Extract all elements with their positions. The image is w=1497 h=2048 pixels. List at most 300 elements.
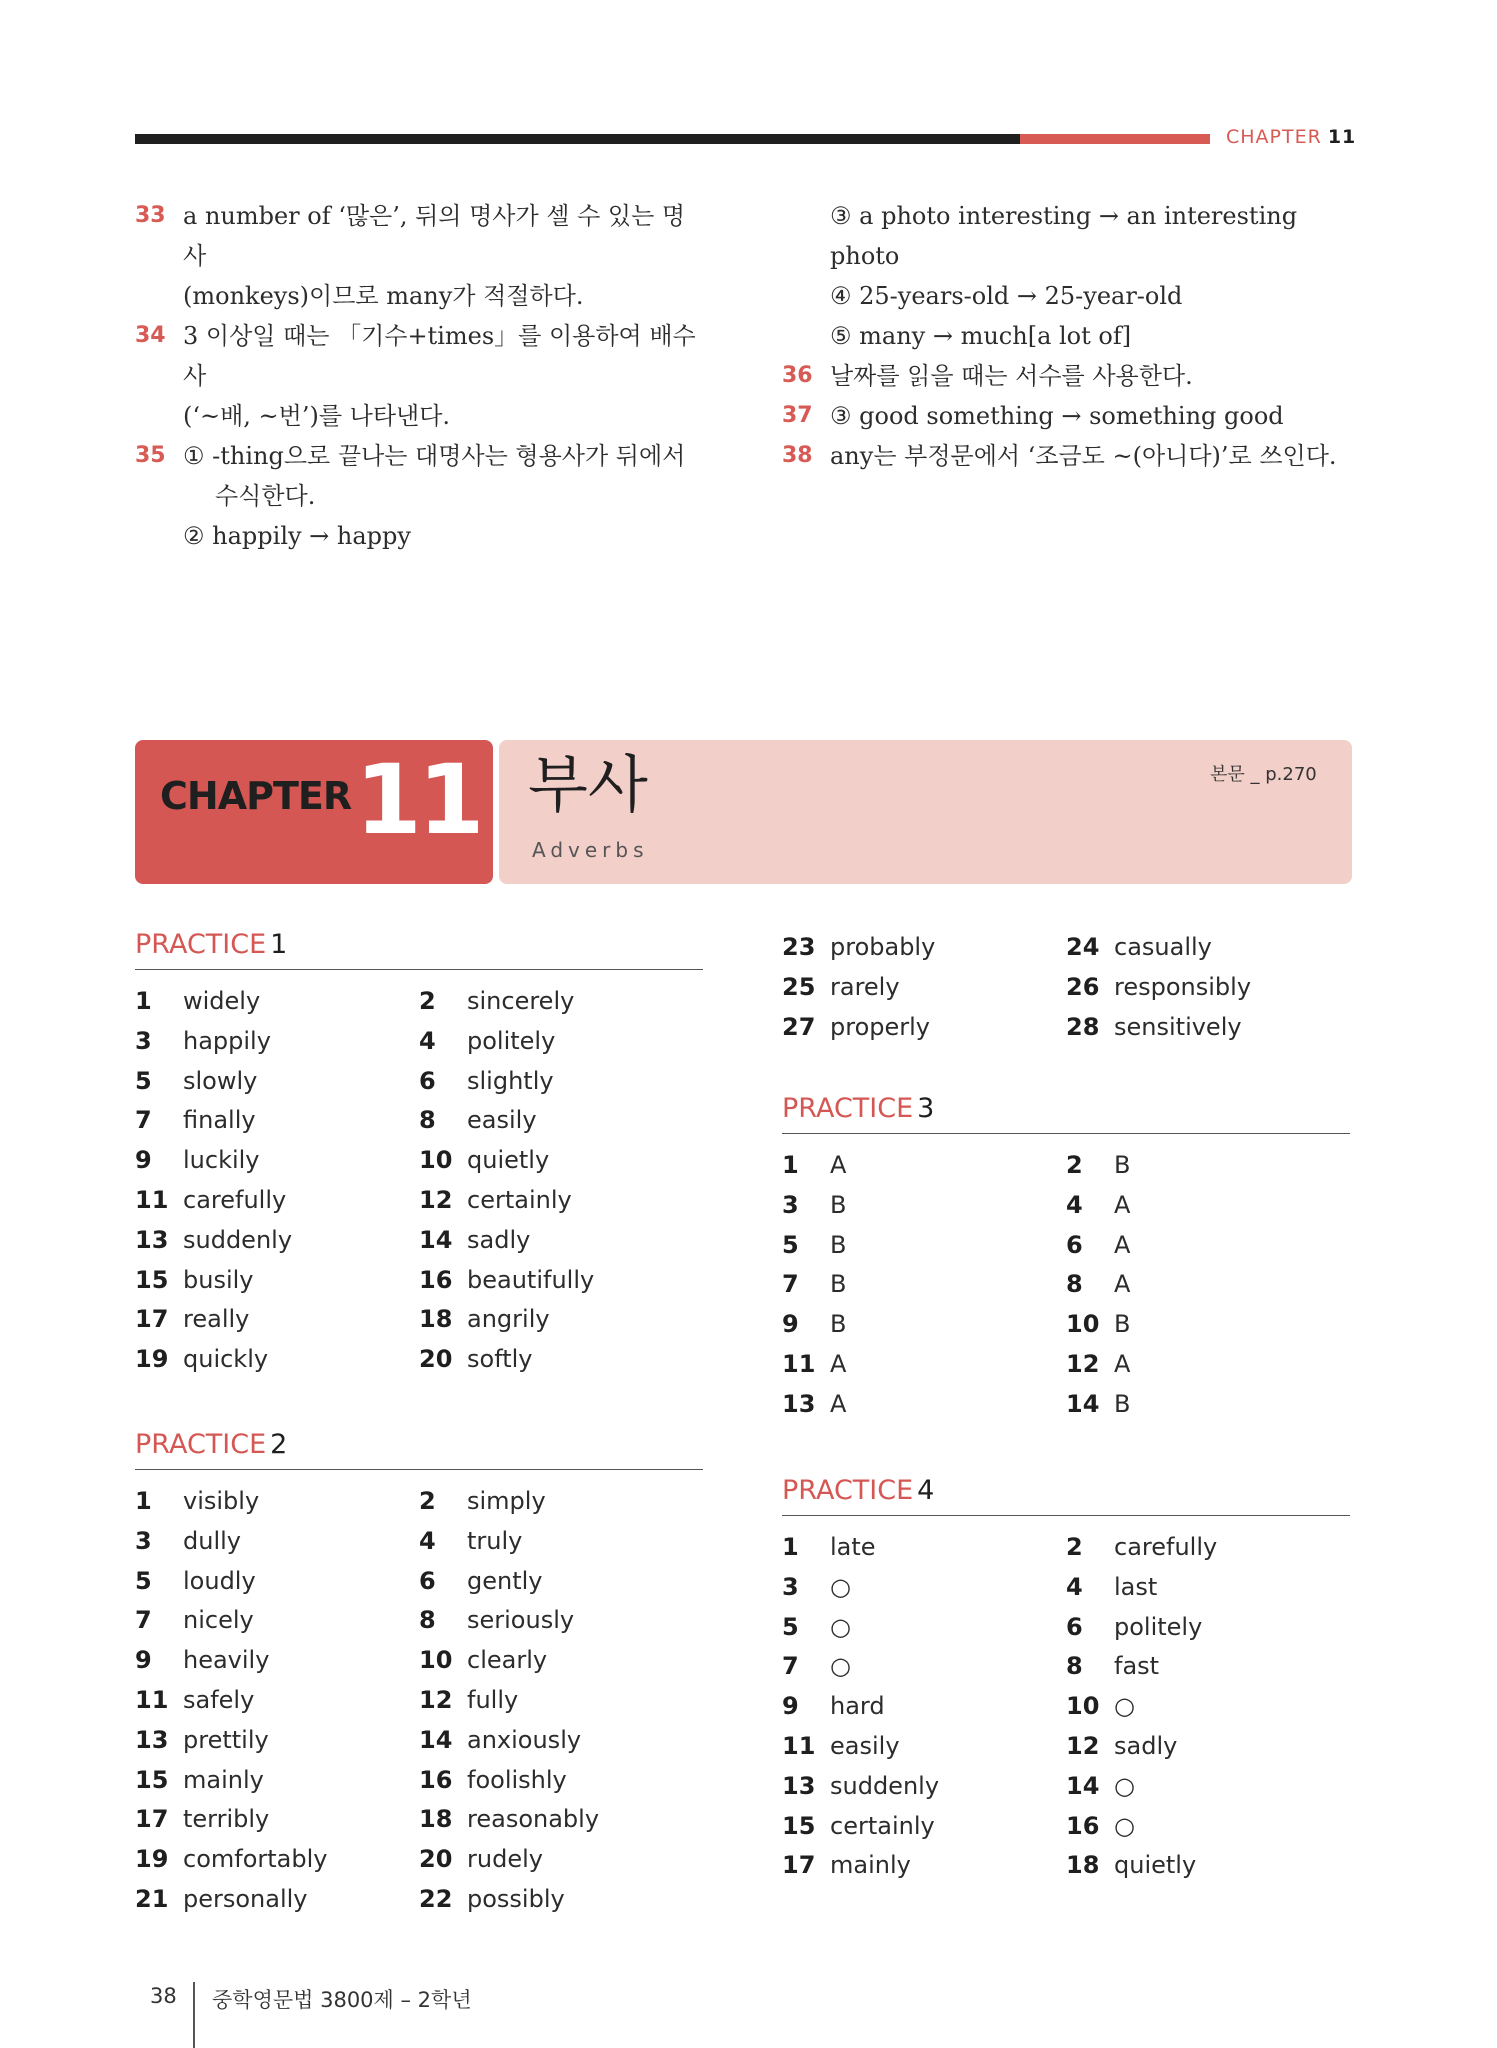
- answer-item: [782, 1265, 1066, 1305]
- answer-item: [782, 1568, 1066, 1608]
- practice-heading-word: PRACTICE: [782, 1475, 914, 1506]
- answer-number: 4: [1066, 1572, 1083, 1601]
- answer-item: [419, 1641, 703, 1681]
- answer-item: [419, 1300, 703, 1340]
- header-rule-dark: [135, 134, 1020, 144]
- answer-item: [1066, 1385, 1350, 1425]
- answer-number: 11: [782, 1731, 816, 1760]
- practice-2-continued: [782, 928, 1350, 1047]
- answer-number: 5: [782, 1612, 799, 1641]
- practice-1-section: [135, 928, 703, 1380]
- answer-number: 14: [419, 1225, 453, 1254]
- answer-number: 9: [782, 1310, 799, 1339]
- answer-item: [782, 1146, 1066, 1186]
- answer-number: 11: [782, 1349, 816, 1378]
- answer-item: [419, 1340, 703, 1380]
- note-line: ⑤ many → much[a lot of]: [830, 322, 1132, 350]
- answer-text: finally: [183, 1106, 256, 1135]
- answer-item: [135, 1022, 419, 1062]
- answer-text: sadly: [467, 1225, 531, 1254]
- practice-heading-number: 3: [917, 1093, 935, 1124]
- practice-3-answers: [782, 1146, 1350, 1425]
- answer-text: casually: [1114, 933, 1212, 961]
- answer-item: [1066, 968, 1350, 1008]
- answer-item: [782, 928, 1066, 968]
- answer-text: late: [830, 1533, 876, 1561]
- answer-number: 8: [1066, 1652, 1083, 1681]
- answer-item: [419, 1522, 703, 1562]
- answer-item: [1066, 1846, 1350, 1886]
- answer-item: [419, 982, 703, 1022]
- answer-number: 2: [419, 1487, 436, 1515]
- answer-text: possibly: [467, 1884, 565, 1913]
- answer-text: properly: [830, 1012, 930, 1041]
- answer-number: 17: [782, 1851, 816, 1880]
- answer-number: 6: [1066, 1230, 1083, 1259]
- answer-number: 18: [1066, 1851, 1100, 1880]
- answer-item: [135, 1340, 419, 1380]
- answer-number: 6: [1066, 1612, 1083, 1641]
- note-number: 38: [782, 443, 813, 468]
- answer-text: B: [830, 1270, 847, 1299]
- answer-text: seriously: [467, 1606, 575, 1635]
- note-line: ④ 25-years-old → 25-year-old: [830, 282, 1183, 310]
- practice-heading-number: 1: [270, 929, 288, 960]
- answer-number: 25: [782, 972, 816, 1001]
- answer-text: hard: [830, 1692, 885, 1721]
- answer-text: sadly: [1114, 1731, 1178, 1760]
- answer-text: ○: [830, 1572, 851, 1601]
- answer-text: widely: [183, 987, 261, 1015]
- answer-item: [419, 1022, 703, 1062]
- answer-item: [1066, 1608, 1350, 1648]
- practice-3-heading: [782, 1092, 1350, 1134]
- note-line: ① -thing으로 끝나는 대명사는 형용사가 뒤에서: [183, 442, 686, 470]
- answer-text: carefully: [1114, 1533, 1218, 1561]
- answer-text: certainly: [467, 1185, 572, 1214]
- answer-number: 13: [135, 1725, 169, 1754]
- answer-item: [135, 1840, 419, 1880]
- note-line: a number of ‘많은’, 뒤의 명사가 셀 수 있는 명사: [183, 202, 686, 270]
- answer-text: slowly: [183, 1066, 258, 1095]
- answer-number: 15: [135, 1265, 169, 1294]
- answer-item: [419, 1101, 703, 1141]
- answer-text: personally: [183, 1884, 308, 1913]
- answer-text: clearly: [467, 1646, 548, 1675]
- notes-right-column: [782, 196, 1352, 476]
- answer-number: 18: [419, 1805, 453, 1834]
- answer-number: 16: [419, 1265, 453, 1294]
- answer-text: politely: [1114, 1612, 1203, 1641]
- note-line: 3 이상일 때는 「기수+times」를 이용하여 배수사: [183, 322, 696, 390]
- answer-number: 11: [135, 1685, 169, 1714]
- answer-item: [419, 1181, 703, 1221]
- answer-number: 9: [782, 1692, 799, 1721]
- answer-text: A: [1114, 1230, 1131, 1259]
- answer-text: A: [830, 1389, 847, 1418]
- chapter-subtitle: Adverbs: [532, 838, 649, 862]
- note-line: 날짜를 읽을 때는 서수를 사용한다.: [830, 362, 1193, 390]
- practice-2-continued-answers: [782, 928, 1350, 1047]
- answer-text: mainly: [830, 1851, 911, 1880]
- answer-text: B: [830, 1230, 847, 1259]
- answer-text: visibly: [183, 1487, 260, 1515]
- answer-text: ○: [1114, 1771, 1135, 1800]
- answer-item: [1066, 1008, 1350, 1048]
- answer-item: [782, 1008, 1066, 1048]
- answer-number: 10: [419, 1646, 453, 1675]
- answer-number: 12: [419, 1185, 453, 1214]
- chapter-number: 11: [355, 744, 481, 856]
- answer-item: [782, 1807, 1066, 1847]
- footer-divider: [193, 1982, 195, 2048]
- answer-number: 7: [782, 1652, 799, 1681]
- answer-number: 5: [135, 1066, 152, 1095]
- answer-number: 13: [782, 1389, 816, 1418]
- answer-number: 20: [419, 1345, 453, 1374]
- answer-item: [782, 1767, 1066, 1807]
- answer-text: simply: [467, 1487, 546, 1515]
- answer-number: 4: [419, 1526, 436, 1555]
- answer-text: B: [830, 1310, 847, 1339]
- answer-number: 9: [135, 1646, 152, 1675]
- answer-item: [782, 1647, 1066, 1687]
- chapter-word: CHAPTER: [160, 774, 352, 818]
- answer-number: 27: [782, 1012, 816, 1041]
- answer-number: 20: [419, 1845, 453, 1874]
- answer-number: 26: [1066, 972, 1100, 1001]
- answer-number: 21: [135, 1884, 169, 1913]
- note-line: (monkeys)이므로 many가 적절하다.: [183, 282, 584, 310]
- answer-item: [419, 1880, 703, 1920]
- answer-number: 7: [135, 1606, 152, 1635]
- answer-item: [135, 1482, 419, 1522]
- answer-number: 6: [419, 1066, 436, 1095]
- answer-item: [419, 1681, 703, 1721]
- answer-text: safely: [183, 1685, 255, 1714]
- answer-text: gently: [467, 1566, 543, 1595]
- answer-item: [135, 1562, 419, 1602]
- answer-number: 14: [1066, 1771, 1100, 1800]
- answer-number: 8: [419, 1606, 436, 1635]
- practice-heading-word: PRACTICE: [782, 1093, 914, 1124]
- answer-item: [135, 1761, 419, 1801]
- answer-text: prettily: [183, 1725, 269, 1754]
- answer-item: [1066, 1807, 1350, 1847]
- practice-heading-word: PRACTICE: [135, 929, 267, 960]
- answer-text: truly: [467, 1526, 523, 1555]
- answer-text: B: [1114, 1151, 1131, 1179]
- page-number: 38: [150, 1984, 177, 2008]
- answer-number: 3: [782, 1572, 799, 1601]
- answer-item: [1066, 1186, 1350, 1226]
- answer-item: [135, 1601, 419, 1641]
- answer-number: 5: [135, 1566, 152, 1595]
- explanation-note: [782, 356, 1352, 396]
- answer-text: dully: [183, 1526, 241, 1555]
- answer-number: 2: [1066, 1533, 1083, 1561]
- answer-number: 6: [419, 1566, 436, 1595]
- answer-text: happily: [183, 1026, 271, 1055]
- answer-text: last: [1114, 1572, 1158, 1601]
- answer-number: 10: [1066, 1310, 1100, 1339]
- answer-item: [419, 1062, 703, 1102]
- answer-number: 3: [135, 1026, 152, 1055]
- answer-number: 15: [135, 1765, 169, 1794]
- answer-text: A: [1114, 1349, 1131, 1378]
- answer-number: 14: [1066, 1389, 1100, 1418]
- answer-text: responsibly: [1114, 972, 1252, 1001]
- explanation-note: [782, 396, 1352, 436]
- answer-number: 15: [782, 1811, 816, 1840]
- answer-item: [419, 1482, 703, 1522]
- answer-number: 10: [419, 1146, 453, 1175]
- note-line: 수식한다.: [215, 482, 316, 510]
- answer-number: 1: [782, 1151, 799, 1179]
- answer-text: luckily: [183, 1146, 260, 1175]
- answer-text: ○: [830, 1612, 851, 1641]
- answer-text: A: [830, 1151, 847, 1179]
- answer-item: [419, 1840, 703, 1880]
- answer-number: 18: [419, 1305, 453, 1334]
- answer-item: [135, 1300, 419, 1340]
- answer-number: 23: [782, 933, 816, 961]
- answer-number: 19: [135, 1345, 169, 1374]
- answer-text: loudly: [183, 1566, 256, 1595]
- note-line: ③ a photo interesting → an interesting photo: [830, 202, 1298, 270]
- answer-item: [1066, 1226, 1350, 1266]
- answer-number: 3: [135, 1526, 152, 1555]
- answer-number: 28: [1066, 1012, 1100, 1041]
- note-number: 34: [135, 323, 166, 348]
- answer-item: [782, 1226, 1066, 1266]
- answer-item: [782, 1687, 1066, 1727]
- answer-item: [782, 1186, 1066, 1226]
- answer-item: [135, 1522, 419, 1562]
- answer-text: comfortably: [183, 1845, 328, 1874]
- answer-text: suddenly: [183, 1225, 293, 1254]
- answer-item: [1066, 1305, 1350, 1345]
- answer-text: certainly: [830, 1811, 935, 1840]
- answer-text: terribly: [183, 1805, 270, 1834]
- answer-text: mainly: [183, 1765, 264, 1794]
- answer-number: 14: [419, 1725, 453, 1754]
- answer-text: A: [830, 1349, 847, 1378]
- answer-text: B: [830, 1190, 847, 1219]
- answer-number: 10: [1066, 1692, 1100, 1721]
- answer-item: [1066, 928, 1350, 968]
- answer-item: [782, 1345, 1066, 1385]
- answer-item: [782, 1727, 1066, 1767]
- answer-item: [419, 1261, 703, 1301]
- answer-item: [419, 1221, 703, 1261]
- note-number: 36: [782, 363, 813, 388]
- running-head-chapter-number: 11: [1327, 126, 1357, 148]
- note-number: 33: [135, 203, 166, 228]
- answer-number: 19: [135, 1845, 169, 1874]
- answer-number: 1: [135, 987, 152, 1015]
- answer-item: [1066, 1767, 1350, 1807]
- answer-number: 4: [1066, 1190, 1083, 1219]
- answer-text: B: [1114, 1310, 1131, 1339]
- answer-item: [135, 1880, 419, 1920]
- practice-1-heading: [135, 928, 703, 970]
- answer-text: slightly: [467, 1066, 554, 1095]
- answer-item: [782, 1846, 1066, 1886]
- answer-number: 7: [135, 1106, 152, 1135]
- running-head-chapter-word: CHAPTER: [1226, 126, 1322, 148]
- answer-item: [1066, 1727, 1350, 1767]
- answer-item: [782, 1385, 1066, 1425]
- answer-text: heavily: [183, 1646, 270, 1675]
- answer-number: 9: [135, 1146, 152, 1175]
- answer-item: [1066, 1687, 1350, 1727]
- answer-text: angrily: [467, 1305, 550, 1334]
- answer-text: foolishly: [467, 1765, 567, 1794]
- answer-text: reasonably: [467, 1805, 600, 1834]
- answer-number: 1: [782, 1533, 799, 1561]
- note-line: any는 부정문에서 ‘조금도 ~(아니다)’로 쓰인다.: [830, 442, 1337, 470]
- answer-text: ○: [830, 1652, 851, 1681]
- practice-4-heading: [782, 1474, 1350, 1516]
- answer-number: 7: [782, 1270, 799, 1299]
- answer-item: [135, 1261, 419, 1301]
- answer-number: 16: [1066, 1811, 1100, 1840]
- answer-text: quickly: [183, 1345, 269, 1374]
- note-line: ③ good something → something good: [830, 402, 1284, 430]
- running-head: [1226, 126, 1356, 148]
- answer-item: [782, 1305, 1066, 1345]
- practice-heading-word: PRACTICE: [135, 1429, 267, 1460]
- answer-item: [135, 1062, 419, 1102]
- explanation-note: [782, 196, 1352, 356]
- answer-number: 13: [782, 1771, 816, 1800]
- answer-item: [1066, 1265, 1350, 1305]
- header-rule-accent: [1020, 134, 1210, 144]
- answer-text: nicely: [183, 1606, 254, 1635]
- answer-number: 24: [1066, 933, 1100, 961]
- answer-number: 12: [419, 1685, 453, 1714]
- answer-item: [135, 982, 419, 1022]
- answer-number: 2: [1066, 1151, 1083, 1179]
- answer-text: sensitively: [1114, 1012, 1242, 1041]
- answer-item: [135, 1681, 419, 1721]
- note-line: (‘~배, ~번’)를 나타낸다.: [183, 402, 451, 430]
- answer-item: [135, 1221, 419, 1261]
- answer-item: [1066, 1146, 1350, 1186]
- note-number: 37: [782, 403, 813, 428]
- chapter-page-reference: 본문 _ p.270: [1210, 764, 1317, 785]
- book-title: 중학영문법 3800제 – 2학년: [212, 1988, 472, 2012]
- answer-number: 8: [419, 1106, 436, 1135]
- answer-item: [419, 1562, 703, 1602]
- answer-text: easily: [830, 1731, 900, 1760]
- answer-number: 11: [135, 1185, 169, 1214]
- answer-item: [419, 1721, 703, 1761]
- answer-text: easily: [467, 1106, 537, 1135]
- practice-2-section: [135, 1428, 703, 1920]
- practice-4-section: [782, 1474, 1350, 1886]
- answer-item: [782, 1608, 1066, 1648]
- answer-number: 17: [135, 1305, 169, 1334]
- explanation-note: [135, 196, 705, 316]
- answer-text: A: [1114, 1190, 1131, 1219]
- practice-1-answers: [135, 982, 703, 1380]
- answer-text: quietly: [467, 1146, 550, 1175]
- answer-item: [419, 1761, 703, 1801]
- answer-text: beautifully: [467, 1265, 595, 1294]
- answer-text: quietly: [1114, 1851, 1197, 1880]
- answer-item: [1066, 1647, 1350, 1687]
- answer-text: suddenly: [830, 1771, 940, 1800]
- answer-item: [782, 968, 1066, 1008]
- answer-item: [135, 1800, 419, 1840]
- answer-number: 2: [419, 987, 436, 1015]
- practice-heading-number: 4: [917, 1475, 935, 1506]
- practice-3-section: [782, 1092, 1350, 1425]
- answer-text: rudely: [467, 1845, 543, 1874]
- answer-number: 13: [135, 1225, 169, 1254]
- answer-number: 1: [135, 1487, 152, 1515]
- answer-text: busily: [183, 1265, 254, 1294]
- practice-4-answers: [782, 1528, 1350, 1886]
- practice-2-heading: [135, 1428, 703, 1470]
- note-line: ② happily → happy: [183, 522, 411, 550]
- answer-text: ○: [1114, 1692, 1135, 1721]
- answer-number: 5: [782, 1230, 799, 1259]
- explanation-note: [135, 436, 705, 556]
- answer-number: 12: [1066, 1731, 1100, 1760]
- answer-text: probably: [830, 933, 936, 961]
- answer-item: [135, 1141, 419, 1181]
- answer-text: fast: [1114, 1652, 1160, 1681]
- practice-heading-number: 2: [270, 1429, 288, 1460]
- answer-number: 3: [782, 1190, 799, 1219]
- note-number: 35: [135, 443, 166, 468]
- answer-item: [1066, 1528, 1350, 1568]
- notes-left-column: [135, 196, 705, 556]
- answer-item: [135, 1101, 419, 1141]
- answer-number: 4: [419, 1026, 436, 1055]
- answer-item: [782, 1528, 1066, 1568]
- explanation-note: [782, 436, 1352, 476]
- answer-text: anxiously: [467, 1725, 582, 1754]
- practice-2-answers: [135, 1482, 703, 1920]
- answer-text: carefully: [183, 1185, 287, 1214]
- answer-number: 16: [419, 1765, 453, 1794]
- answer-item: [1066, 1568, 1350, 1608]
- answer-item: [135, 1181, 419, 1221]
- answer-item: [419, 1800, 703, 1840]
- answer-number: 12: [1066, 1349, 1100, 1378]
- answer-text: rarely: [830, 972, 900, 1001]
- answer-text: A: [1114, 1270, 1131, 1299]
- answer-item: [135, 1641, 419, 1681]
- answer-text: ○: [1114, 1811, 1135, 1840]
- answer-item: [419, 1141, 703, 1181]
- answer-number: 8: [1066, 1270, 1083, 1299]
- answer-text: softly: [467, 1345, 533, 1374]
- answer-text: really: [183, 1305, 250, 1334]
- answer-text: politely: [467, 1026, 556, 1055]
- chapter-title: 부사: [528, 748, 648, 821]
- answer-number: 17: [135, 1805, 169, 1834]
- answer-item: [135, 1721, 419, 1761]
- answer-text: fully: [467, 1685, 519, 1714]
- answer-text: sincerely: [467, 987, 575, 1015]
- answer-item: [419, 1601, 703, 1641]
- explanation-note: [135, 316, 705, 436]
